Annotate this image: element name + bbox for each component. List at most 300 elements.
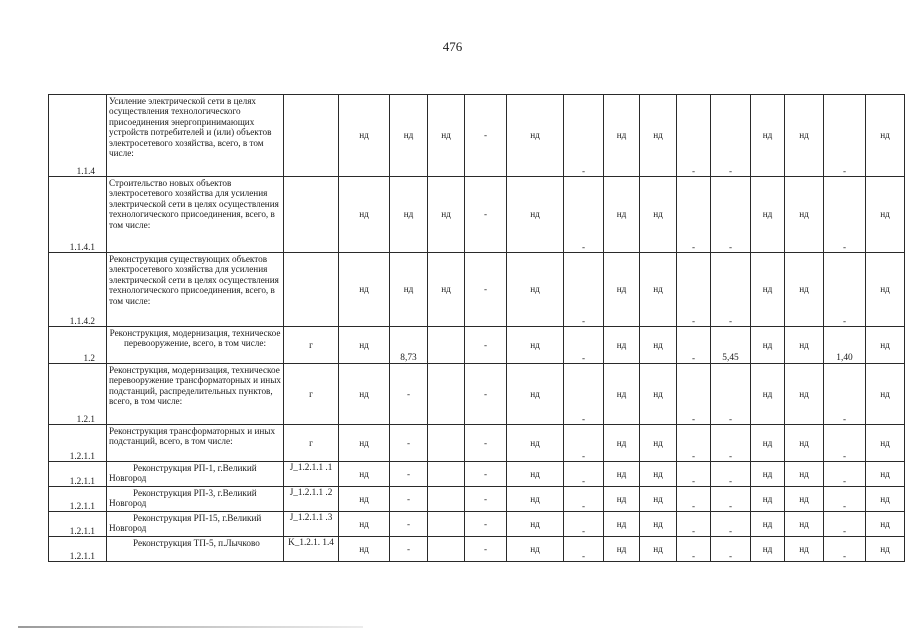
cell-value: -	[842, 526, 847, 536]
value-cell	[866, 327, 905, 364]
value-cell	[507, 364, 564, 425]
cell-value: -	[691, 242, 696, 252]
id-code-cell	[284, 537, 339, 562]
value-cell	[604, 177, 640, 253]
cell-value: 1,40	[836, 353, 853, 363]
cell-value: нд	[403, 130, 414, 141]
cell-value: нд	[880, 437, 890, 448]
cell-value: нд	[653, 493, 663, 504]
cell-value: нд	[530, 437, 540, 448]
value-cell	[339, 364, 390, 425]
row-code: 1.2.1	[49, 364, 107, 425]
value-cell	[428, 177, 465, 253]
cell-value: нд	[880, 130, 890, 141]
table-row	[49, 462, 905, 487]
value-cell	[428, 462, 465, 487]
cell-value: нд	[441, 130, 451, 141]
cell-value: нд	[616, 493, 627, 504]
cell-value: нд	[762, 518, 773, 529]
value-cell	[785, 462, 824, 487]
value-cell	[564, 253, 604, 327]
value-cell	[785, 95, 824, 177]
value-cell	[390, 537, 428, 562]
cell-value: -	[483, 209, 488, 220]
cell-value: нд	[880, 284, 890, 295]
value-cell	[465, 364, 507, 425]
value-cell	[339, 95, 390, 177]
row-name-text: Реконструкция существующих объектов электросетевого хозяйства для усиления электрической сети в целях осуществления технологического присоединения, всего, в том числе:	[109, 254, 279, 306]
value-cell	[604, 487, 640, 512]
cell-value: -	[691, 451, 696, 461]
value-cell	[785, 537, 824, 562]
value-cell	[284, 177, 339, 253]
value-cell	[507, 253, 564, 327]
cell-value: -	[581, 476, 586, 486]
value-cell	[507, 487, 564, 512]
value-cell	[465, 512, 507, 537]
page-number: 476	[442, 39, 463, 54]
cell-value: нд	[359, 284, 369, 295]
value-cell	[428, 327, 465, 364]
id-code: J_1.2.1.1 .1	[289, 462, 333, 472]
value-cell	[390, 253, 428, 327]
cell-value: нд	[762, 339, 773, 350]
row-code: 1.2	[49, 327, 107, 364]
cell-value: -	[842, 451, 847, 461]
cell-value: нд	[653, 339, 663, 350]
cell-value: нд	[616, 130, 627, 141]
cell-value: нд	[403, 284, 414, 295]
value-cell	[785, 253, 824, 327]
value-cell	[465, 425, 507, 462]
cell-value: нд	[762, 130, 773, 141]
cell-value: нд	[530, 543, 540, 554]
cell-value: нд	[799, 209, 809, 220]
value-cell	[785, 177, 824, 253]
cell-value: -	[581, 526, 586, 536]
value-cell	[711, 425, 751, 462]
id-code: J_1.2.1.1 .3	[289, 512, 333, 522]
value-cell	[564, 364, 604, 425]
cell-value: 8,73	[400, 353, 417, 363]
value-cell	[339, 537, 390, 562]
cell-value: нд	[799, 339, 809, 350]
value-cell	[428, 487, 465, 512]
value-cell	[507, 462, 564, 487]
value-cell	[507, 327, 564, 364]
cell-value: нд	[762, 388, 773, 399]
value-cell	[677, 462, 711, 487]
cell-value: нд	[616, 543, 627, 554]
value-cell	[339, 327, 390, 364]
id-code: J_1.2.1.1 .2	[289, 487, 333, 497]
value-cell	[677, 537, 711, 562]
table-row	[49, 253, 905, 327]
cell-value: 5,45	[722, 353, 739, 363]
value-cell	[507, 95, 564, 177]
value-cell	[284, 95, 339, 177]
cell-value: -	[728, 451, 733, 461]
row-name-text: Реконструкция ТП-5, п.Лычково	[133, 538, 260, 548]
cell-value: нд	[359, 437, 369, 448]
cell-value: нд	[653, 518, 663, 529]
value-cell	[711, 487, 751, 512]
cell-value: -	[728, 316, 733, 326]
cell-value: -	[842, 501, 847, 511]
value-cell	[640, 253, 677, 327]
cell-value: нд	[616, 437, 627, 448]
cell-value: -	[842, 414, 847, 424]
cell-value: -	[842, 166, 847, 176]
value-cell	[751, 425, 785, 462]
value-cell	[640, 487, 677, 512]
cell-value: нд	[403, 209, 414, 220]
row-code: 1.2.1.1	[49, 462, 107, 487]
cell-value: -	[728, 551, 733, 561]
row-code: 1.1.4	[49, 95, 107, 177]
cell-value: нд	[530, 209, 540, 220]
cell-value: -	[581, 353, 586, 363]
value-cell	[339, 512, 390, 537]
value-cell	[751, 512, 785, 537]
value-cell	[866, 537, 905, 562]
value-cell	[564, 95, 604, 177]
cell-value: -	[483, 284, 488, 295]
value-cell	[866, 364, 905, 425]
value-cell	[711, 95, 751, 177]
value-cell	[390, 364, 428, 425]
table-row	[49, 327, 905, 364]
cell-value: нд	[359, 518, 369, 529]
cell-value: нд	[799, 437, 809, 448]
cell-value: -	[691, 166, 696, 176]
cell-value: нд	[359, 339, 369, 350]
value-cell	[751, 462, 785, 487]
cell-value: -	[728, 414, 733, 424]
table-row	[49, 364, 905, 425]
value-cell	[677, 364, 711, 425]
cell-value: нд	[762, 284, 773, 295]
row-code: 1.1.4.2	[49, 253, 107, 327]
cell-value: -	[691, 476, 696, 486]
row-name-text: Строительство новых объектов электросетевого хозяйства для усиления электрической сети в целях осуществления технологического присоединения, всего, в том числе:	[109, 178, 279, 230]
value-cell	[339, 487, 390, 512]
cell-value: -	[406, 518, 411, 529]
cell-value: -	[581, 551, 586, 561]
cell-value: нд	[530, 388, 540, 399]
value-cell	[465, 253, 507, 327]
value-cell	[677, 177, 711, 253]
value-cell	[711, 177, 751, 253]
value-cell	[284, 253, 339, 327]
cell-value: нд	[530, 518, 540, 529]
cell-value: нд	[441, 209, 451, 220]
cell-value: нд	[530, 493, 540, 504]
cell-value: нд	[799, 493, 809, 504]
row-name	[107, 512, 284, 537]
table-row	[49, 95, 905, 177]
cell-value: нд	[880, 543, 890, 554]
cell-value: -	[842, 316, 847, 326]
value-cell	[465, 95, 507, 177]
cell-value: -	[406, 543, 411, 554]
id-code-cell	[284, 487, 339, 512]
row-name	[107, 327, 284, 364]
value-cell	[604, 253, 640, 327]
value-cell	[824, 425, 866, 462]
cell-value: нд	[359, 130, 369, 141]
cell-value: -	[728, 501, 733, 511]
value-cell	[390, 487, 428, 512]
cell-value: нд	[653, 388, 663, 399]
cell-value: нд	[762, 468, 773, 479]
cell-value: -	[581, 242, 586, 252]
value-cell	[711, 327, 751, 364]
cell-value: нд	[359, 388, 369, 399]
row-code: 1.2.1.1	[49, 512, 107, 537]
cell-value: нд	[616, 468, 627, 479]
cell-value: -	[842, 551, 847, 561]
cell-value: -	[483, 388, 488, 399]
value-cell	[785, 327, 824, 364]
row-name-text: Реконструкция, модернизация, техническое перевооружение, всего, в том числе:	[109, 328, 281, 349]
value-cell	[711, 462, 751, 487]
value-cell	[640, 327, 677, 364]
row-code: 1.1.4.1	[49, 177, 107, 253]
cell-value: -	[483, 493, 488, 504]
cell-value: -	[406, 388, 411, 399]
value-cell	[677, 253, 711, 327]
cell-value: нд	[880, 493, 890, 504]
cell-value: нд	[359, 209, 369, 220]
value-cell	[785, 487, 824, 512]
value-cell	[428, 364, 465, 425]
cell-value: нд	[762, 543, 773, 554]
row-code: 1.2.1.1	[49, 487, 107, 512]
value-cell	[677, 487, 711, 512]
value-cell	[677, 327, 711, 364]
cell-value: -	[691, 526, 696, 536]
cell-value: -	[581, 166, 586, 176]
value-cell	[604, 327, 640, 364]
value-cell	[564, 327, 604, 364]
value-cell	[390, 177, 428, 253]
value-cell	[465, 177, 507, 253]
cell-value: нд	[359, 468, 369, 479]
cell-value: нд	[441, 284, 451, 295]
cell-value: -	[728, 526, 733, 536]
value-cell	[711, 364, 751, 425]
cell-value: нд	[799, 468, 809, 479]
table-row	[49, 512, 905, 537]
cell-value: нд	[880, 468, 890, 479]
table-row	[49, 487, 905, 512]
cell-value: нд	[799, 130, 809, 141]
value-cell	[640, 425, 677, 462]
value-cell	[677, 425, 711, 462]
value-cell	[824, 95, 866, 177]
value-cell	[824, 327, 866, 364]
cell-value: -	[691, 551, 696, 561]
cell-value: нд	[653, 437, 663, 448]
value-cell	[428, 95, 465, 177]
table-row	[49, 177, 905, 253]
row-code: 1.2.1.1	[49, 537, 107, 562]
value-cell	[339, 425, 390, 462]
value-cell	[428, 425, 465, 462]
id-code-cell	[284, 512, 339, 537]
row-name-text: Усиление электрической сети в целях осуществления технологического присоединения энергопринимающих устройств потребителей и (или) объектов электросетевого хозяйства, всего, в том числе:	[109, 96, 272, 159]
value-cell	[751, 177, 785, 253]
value-cell	[507, 512, 564, 537]
value-cell	[824, 487, 866, 512]
value-cell	[465, 487, 507, 512]
value-cell	[824, 253, 866, 327]
value-cell	[564, 425, 604, 462]
value-cell	[604, 364, 640, 425]
cell-value: нд	[880, 339, 890, 350]
value-cell	[640, 512, 677, 537]
id-code-cell	[284, 462, 339, 487]
value-cell	[564, 512, 604, 537]
value-cell	[604, 425, 640, 462]
value-cell	[751, 364, 785, 425]
cell-value: -	[581, 451, 586, 461]
cell-value: -	[728, 476, 733, 486]
cell-value: нд	[799, 284, 809, 295]
value-cell	[465, 537, 507, 562]
value-cell	[390, 512, 428, 537]
value-cell	[824, 177, 866, 253]
cell-value: нд	[653, 209, 663, 220]
cell-value: нд	[762, 493, 773, 504]
value-cell	[507, 177, 564, 253]
value-cell	[284, 327, 339, 364]
cell-value: нд	[616, 284, 627, 295]
table-row	[49, 537, 905, 562]
value-cell	[604, 537, 640, 562]
value-cell	[866, 177, 905, 253]
value-cell	[866, 512, 905, 537]
value-cell	[824, 512, 866, 537]
cell-value: нд	[530, 130, 540, 141]
value-cell	[866, 487, 905, 512]
cell-value: нд	[653, 130, 663, 141]
value-cell	[640, 462, 677, 487]
value-cell	[711, 253, 751, 327]
cell-value: -	[691, 414, 696, 424]
cell-value: нд	[762, 437, 773, 448]
value-cell	[711, 537, 751, 562]
cell-value: нд	[799, 543, 809, 554]
value-cell	[751, 487, 785, 512]
cell-value: нд	[653, 284, 663, 295]
cell-value: нд	[799, 388, 809, 399]
value-cell	[866, 253, 905, 327]
value-cell	[785, 425, 824, 462]
cell-value: -	[842, 476, 847, 486]
value-cell	[465, 462, 507, 487]
value-cell	[640, 537, 677, 562]
value-cell	[339, 177, 390, 253]
value-cell	[604, 462, 640, 487]
cell-value: -	[728, 242, 733, 252]
value-cell	[390, 95, 428, 177]
row-name	[107, 253, 284, 327]
cell-value: нд	[653, 543, 663, 554]
scan-artifact-line	[18, 626, 363, 628]
row-name	[107, 425, 284, 462]
cell-value: г	[309, 388, 313, 399]
value-cell	[564, 537, 604, 562]
cell-value: нд	[880, 209, 890, 220]
cell-value: -	[691, 353, 696, 363]
cell-value: -	[581, 414, 586, 424]
value-cell	[284, 425, 339, 462]
value-cell	[677, 512, 711, 537]
cell-value: -	[581, 316, 586, 326]
value-cell	[824, 364, 866, 425]
cell-value: нд	[359, 493, 369, 504]
value-cell	[640, 364, 677, 425]
value-cell	[785, 364, 824, 425]
value-cell	[711, 512, 751, 537]
value-cell	[640, 95, 677, 177]
value-cell	[640, 177, 677, 253]
cell-value: нд	[616, 339, 627, 350]
cell-value: нд	[616, 388, 627, 399]
table-row	[49, 425, 905, 462]
cell-value: -	[691, 501, 696, 511]
cell-value: нд	[530, 468, 540, 479]
cell-value: нд	[762, 209, 773, 220]
cell-value: -	[406, 468, 411, 479]
cell-value: -	[842, 242, 847, 252]
cell-value: -	[406, 437, 411, 448]
cell-value: нд	[530, 339, 540, 350]
row-name-text: Реконструкция трансформаторных и иных подстанций, всего, в том числе:	[109, 426, 276, 447]
value-cell	[339, 462, 390, 487]
cell-value: -	[728, 166, 733, 176]
cell-value: -	[483, 130, 488, 141]
value-cell	[428, 537, 465, 562]
cell-value: нд	[616, 518, 627, 529]
value-cell	[866, 462, 905, 487]
row-name-text: Реконструкция, модернизация, техническое перевооружение трансформаторных и иных подстанций, распределительных пунктов, всего, в том числе:	[109, 365, 281, 407]
value-cell	[824, 462, 866, 487]
value-cell	[751, 253, 785, 327]
value-cell	[390, 327, 428, 364]
value-cell	[866, 425, 905, 462]
cell-value: нд	[880, 388, 890, 399]
value-cell	[785, 512, 824, 537]
value-cell	[751, 95, 785, 177]
value-cell	[564, 177, 604, 253]
row-name	[107, 364, 284, 425]
value-cell	[390, 462, 428, 487]
row-name	[107, 177, 284, 253]
cell-value: -	[483, 468, 488, 479]
cell-value: -	[581, 501, 586, 511]
row-name	[107, 462, 284, 487]
cell-value: г	[309, 437, 313, 448]
row-name	[107, 487, 284, 512]
cell-value: -	[483, 339, 488, 350]
value-cell	[390, 425, 428, 462]
value-cell	[677, 95, 711, 177]
value-cell	[428, 253, 465, 327]
cell-value: нд	[799, 518, 809, 529]
